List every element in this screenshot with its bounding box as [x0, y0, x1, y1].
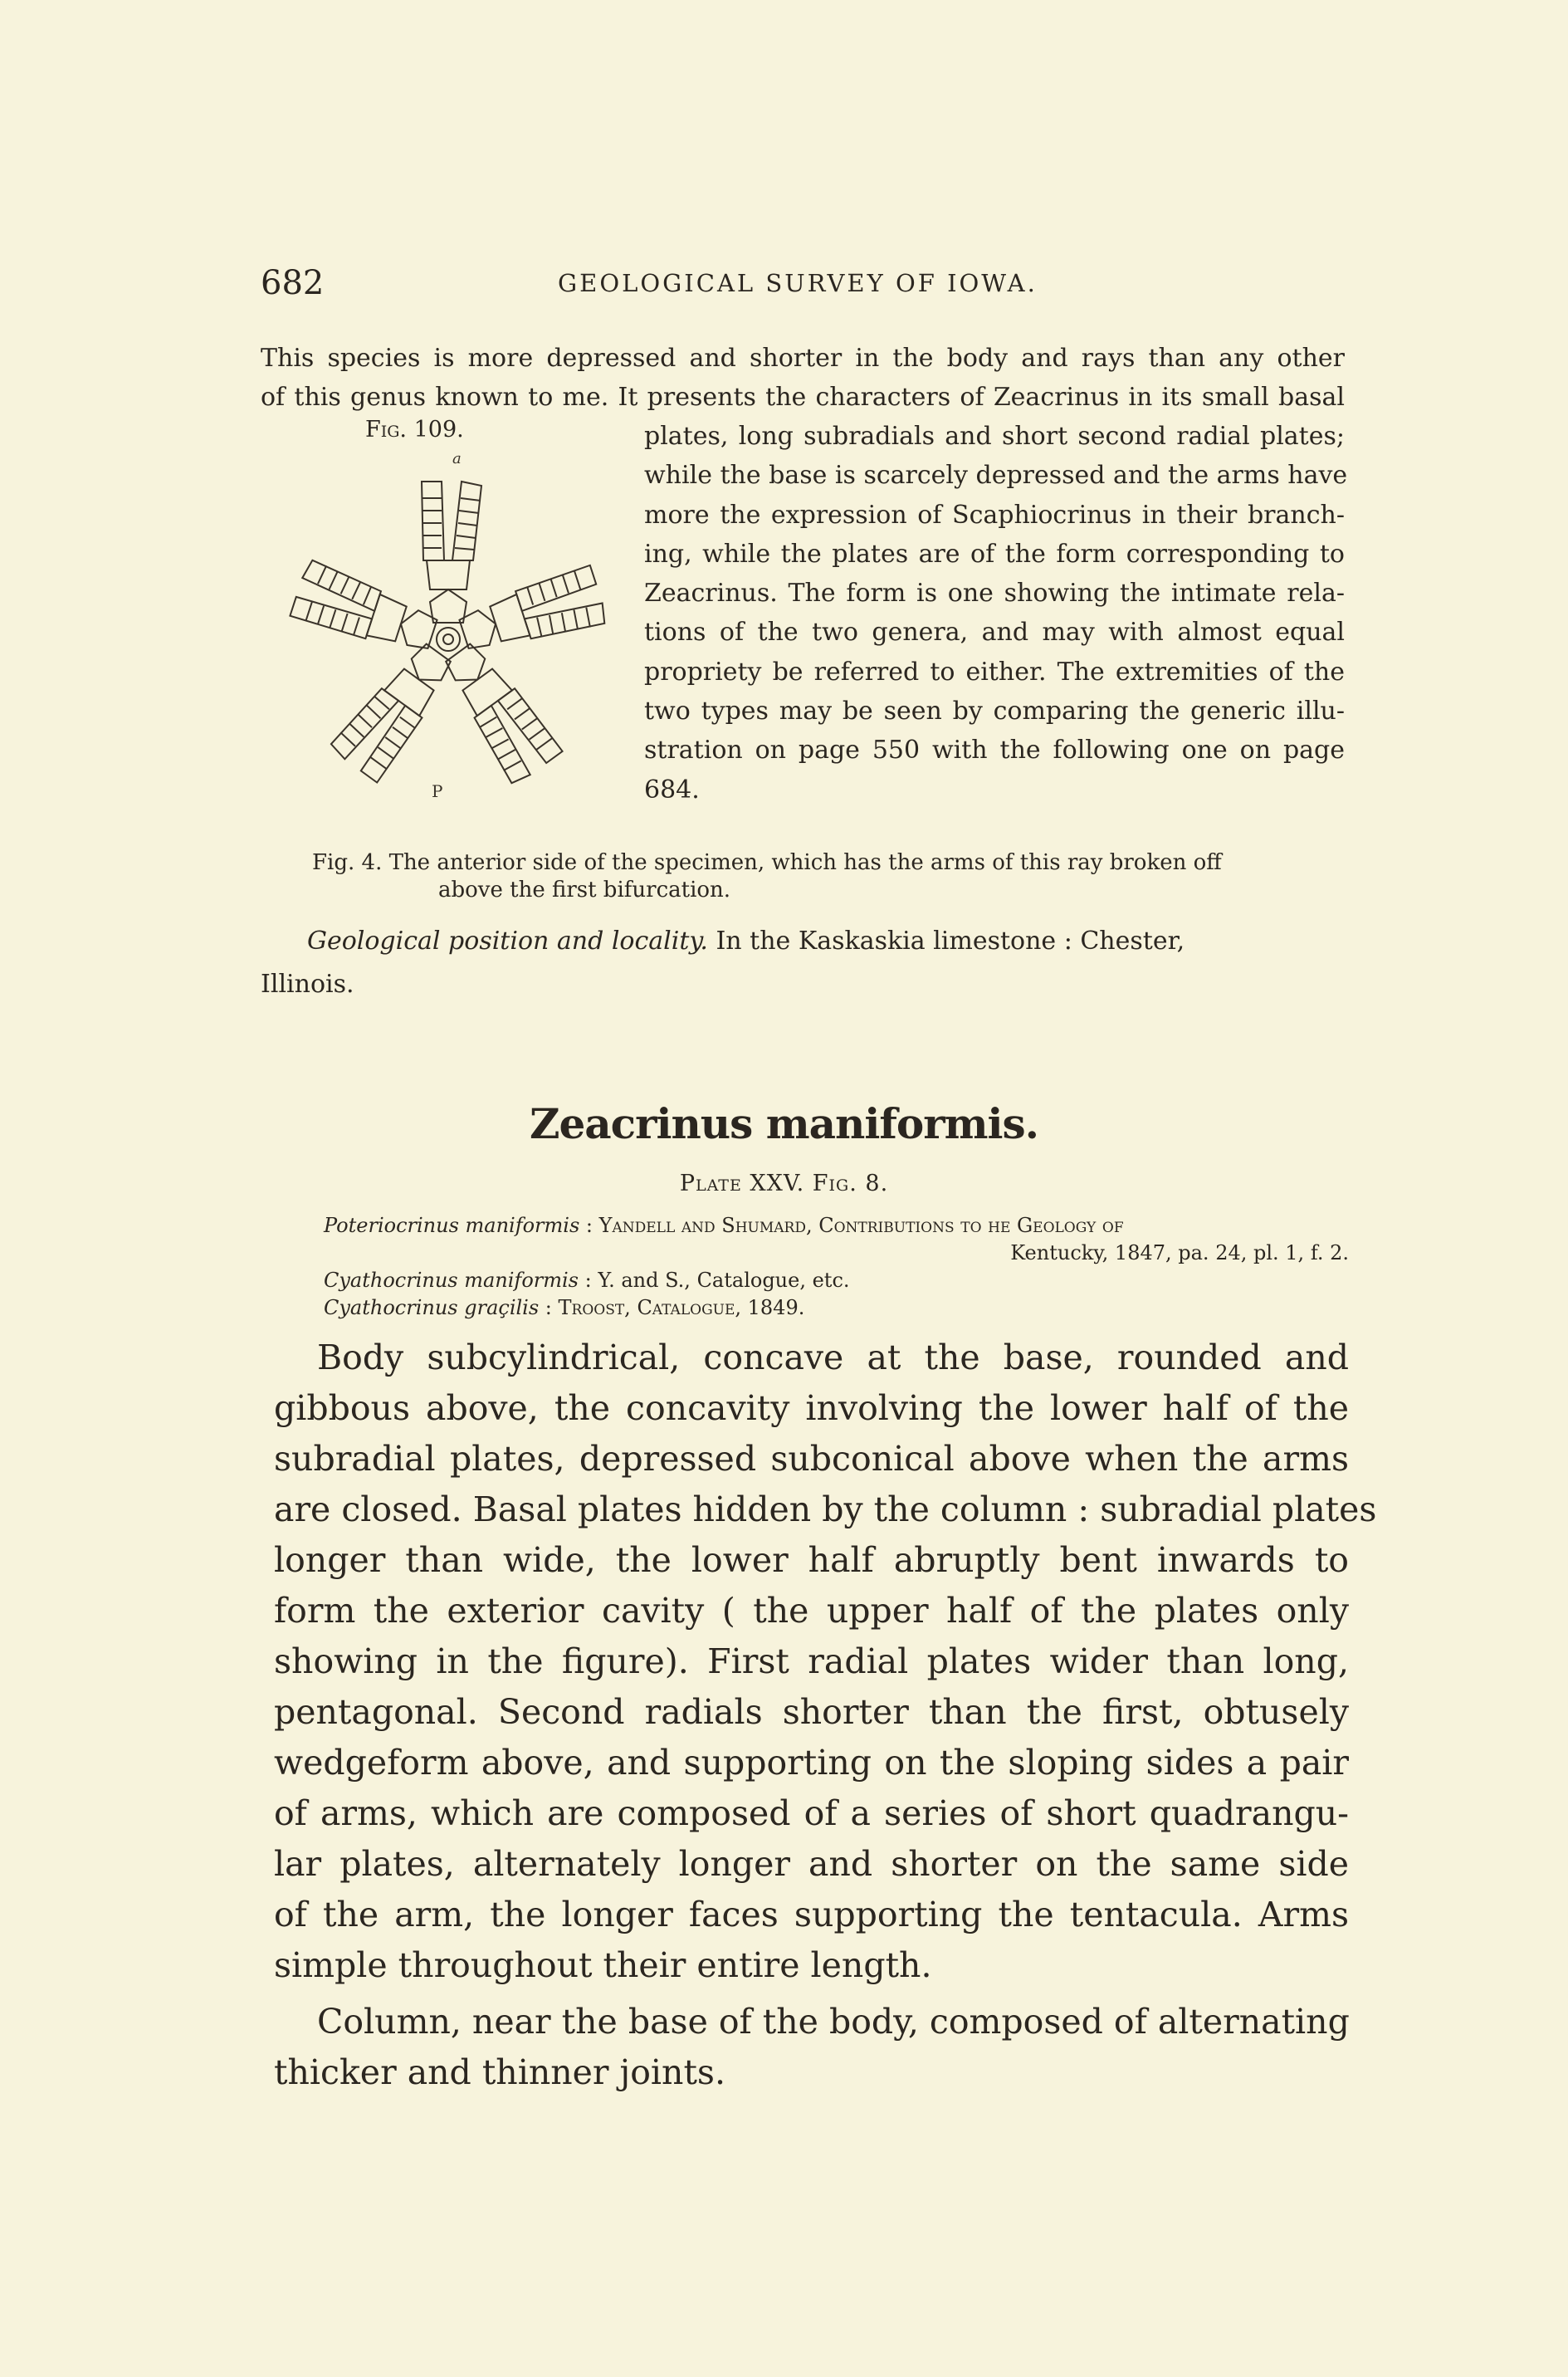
- column-description: [274, 1997, 1349, 2098]
- synonymy-list: [324, 1212, 1349, 1322]
- text-line: Column, near the base of the body, composed of alternating: [317, 2002, 1350, 2042]
- crinoid-rays: [290, 482, 608, 786]
- synonym-reference: : Troost, Catalogue, 1849.: [539, 1296, 805, 1319]
- species-title: Zeacrinus maniformis.: [529, 1099, 1039, 1148]
- geology-label: Geological position and locality.: [307, 927, 708, 956]
- crinoid-figure: [274, 448, 623, 847]
- synonym-reference: Kentucky, 1847, pa. 24, pl. 1, f. 2.: [1010, 1241, 1349, 1264]
- figure-caption: [312, 849, 1350, 904]
- text-line: propriety be referred to either. The extremities of the: [644, 657, 1345, 687]
- text-line: of the arm, the longer faces supporting the tentacula. Arms: [274, 1895, 1349, 1934]
- text-line: simple throughout their entire length.: [274, 1945, 932, 1985]
- text-line: plates, long subradials and short second radial plates;: [644, 422, 1345, 451]
- text-line: wedgeform above, and supporting on the sloping sides a pair: [274, 1743, 1349, 1783]
- synonym-entry: [324, 1212, 1349, 1240]
- synonym-entry: [324, 1267, 1349, 1294]
- figure-marker-p: P: [432, 781, 443, 801]
- text-line: pentagonal. Second radials shorter than the first, obtusely: [274, 1692, 1349, 1732]
- page-header: [261, 264, 1345, 306]
- intro-paragraph: [261, 339, 1345, 417]
- text-line: lar plates, alternately longer and shorter on the same side: [274, 1844, 1349, 1884]
- geology-text: Illinois.: [261, 970, 354, 999]
- running-title: GEOLOGICAL SURVEY OF IOWA.: [558, 269, 1038, 297]
- text-line: Body subcylindrical, concave at the base, rounded and: [317, 1338, 1349, 1377]
- text-line: while the base is scarcely depressed and the arms have: [644, 461, 1348, 491]
- caption-line: above the first bifurcation.: [438, 878, 731, 902]
- text-line: This species is more depressed and shorter in the body and rays than any other: [261, 344, 1345, 373]
- synonym-name: Cyathocrinus graçilis: [324, 1296, 540, 1319]
- text-line: 684.: [644, 775, 700, 805]
- synonym-reference: : Y. and S., Catalogue, etc.: [578, 1269, 850, 1292]
- text-line: two types may be seen by comparing the generic illu-: [644, 697, 1345, 726]
- text-line: gibbous above, the concavity involving the lower half of the: [274, 1388, 1349, 1428]
- text-line: subradial plates, depressed subconical above when the arms: [274, 1439, 1349, 1479]
- text-line: showing in the figure). First radial plates wider than long,: [274, 1641, 1349, 1681]
- figure-label: Fig. 109.: [365, 417, 464, 443]
- text-line: longer than wide, the lower half abruptly bent inwards to: [274, 1540, 1349, 1580]
- text-line: stration on page 550 with the following one on page: [644, 736, 1345, 765]
- geology-text: In the Kaskaskia limestone : Chester,: [707, 927, 1185, 956]
- synonym-entry: [324, 1294, 1349, 1322]
- text-line: Zeacrinus. The form is one showing the intimate rela-: [644, 579, 1345, 609]
- plate-reference: Plate XXV. Fig. 8.: [679, 1171, 889, 1196]
- page-number: 682: [261, 264, 325, 302]
- figure-wrap-text: [644, 417, 1348, 809]
- text-line: of arms, which are composed of a series of short quadrangu-: [274, 1793, 1349, 1833]
- description-body: [274, 1333, 1377, 1991]
- text-line: thicker and thinner joints.: [274, 2052, 725, 2092]
- synonym-reference: : Yandell and Shumard, Contributions to he Geology of: [579, 1214, 1124, 1237]
- synonym-name: Cyathocrinus maniformis: [324, 1269, 579, 1292]
- synonym-name: Poteriocrinus maniformis: [324, 1214, 580, 1237]
- caption-line: Fig. 4. The anterior side of the specimen, which has the arms of this ray broken off: [312, 850, 1222, 875]
- text-line: of this genus known to me. It presents the characters of Zeacrinus in its small basal: [261, 383, 1345, 412]
- text-line: ing, while the plates are of the form corresponding to: [644, 539, 1345, 569]
- text-line: are closed. Basal plates hidden by the column : subradial plates: [274, 1489, 1377, 1529]
- text-line: more the expression of Scaphiocrinus in their branch-: [644, 500, 1345, 530]
- figure-marker-a: a: [452, 450, 462, 467]
- geological-position: [261, 920, 1345, 1006]
- text-line: form the exterior cavity ( the upper half of the plates only: [274, 1591, 1349, 1631]
- text-line: tions of the two genera, and may with almost equal: [644, 618, 1345, 648]
